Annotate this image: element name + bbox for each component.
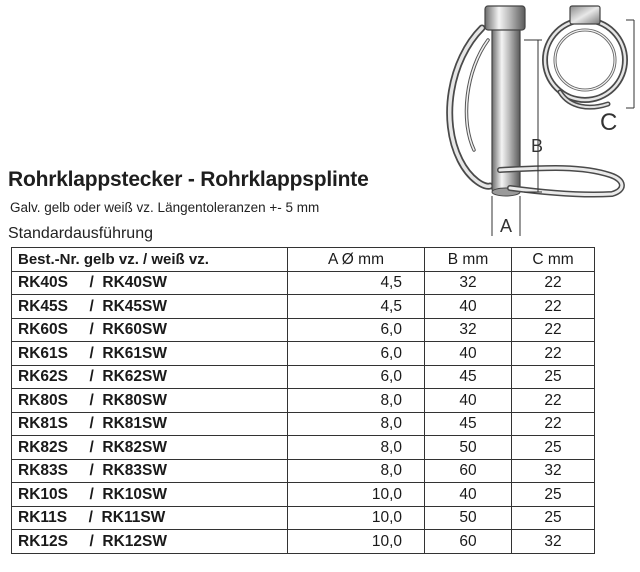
column-header-a: A Ø mm [288,248,425,272]
table-row [12,389,595,413]
c-cell: 22 [512,318,595,342]
order-number-cell: RK80S / RK80SW [12,389,288,413]
c-cell: 32 [512,459,595,483]
dimension-label-c: C [600,109,618,136]
order-number-cell: RK10S / RK10SW [12,483,288,507]
a-cell: 8,0 [288,389,425,413]
a-cell: 6,0 [288,342,425,366]
order-number-cell: RK81S / RK81SW [12,412,288,436]
variant-label: Standardausführung [8,225,153,242]
spec-table [11,247,595,554]
table-header-row [12,248,595,272]
b-cell: 40 [425,342,512,366]
b-cell: 40 [425,389,512,413]
a-cell: 4,5 [288,271,425,295]
table-row [12,530,595,554]
table-row [12,436,595,460]
c-cell: 25 [512,436,595,460]
pin-side-view [450,6,622,236]
order-number-cell: RK83S / RK83SW [12,459,288,483]
order-number-cell: RK45S / RK45SW [12,295,288,319]
b-cell: 45 [425,365,512,389]
dimension-label-a: A [500,216,513,236]
column-header-order-number: Best.-Nr. gelb vz. / weiß vz. [12,248,288,272]
table-row [12,506,595,530]
c-cell: 22 [512,412,595,436]
b-cell: 50 [425,506,512,530]
table-row [12,459,595,483]
table-row [12,318,595,342]
b-cell: 60 [425,530,512,554]
c-cell: 25 [512,365,595,389]
order-number-cell: RK60S / RK60SW [12,318,288,342]
order-number-cell: RK61S / RK61SW [12,342,288,366]
c-cell: 22 [512,389,595,413]
b-cell: 32 [425,318,512,342]
a-cell: 4,5 [288,295,425,319]
a-cell: 10,0 [288,530,425,554]
b-cell: 32 [425,271,512,295]
column-header-b: B mm [425,248,512,272]
pin-front-view [545,6,634,136]
order-number-cell: RK12S / RK12SW [12,530,288,554]
a-cell: 6,0 [288,318,425,342]
table-row [12,483,595,507]
order-number-cell: RK40S / RK40SW [12,271,288,295]
column-header-c: C mm [512,248,595,272]
c-cell: 25 [512,506,595,530]
table-row [12,342,595,366]
table-row [12,412,595,436]
page-title: Rohrklappstecker - Rohrklappsplinte [8,168,369,191]
b-cell: 40 [425,295,512,319]
order-number-cell: RK11S / RK11SW [12,506,288,530]
b-cell: 40 [425,483,512,507]
b-cell: 50 [425,436,512,460]
order-number-cell: RK82S / RK82SW [12,436,288,460]
a-cell: 6,0 [288,365,425,389]
table-row [12,271,595,295]
b-cell: 60 [425,459,512,483]
a-cell: 8,0 [288,412,425,436]
order-number-cell: RK62S / RK62SW [12,365,288,389]
page-subtitle: Galv. gelb oder weiß vz. Längentoleranzen +- 5 mm [10,200,320,215]
a-cell: 10,0 [288,483,425,507]
c-cell: 25 [512,483,595,507]
table-row [12,295,595,319]
table-row [12,365,595,389]
c-cell: 22 [512,342,595,366]
dimension-label-b: B [531,136,544,156]
a-cell: 8,0 [288,459,425,483]
c-cell: 22 [512,295,595,319]
c-cell: 22 [512,271,595,295]
b-cell: 45 [425,412,512,436]
lynch-pin-drawing [430,0,640,240]
c-cell: 32 [512,530,595,554]
a-cell: 8,0 [288,436,425,460]
a-cell: 10,0 [288,506,425,530]
